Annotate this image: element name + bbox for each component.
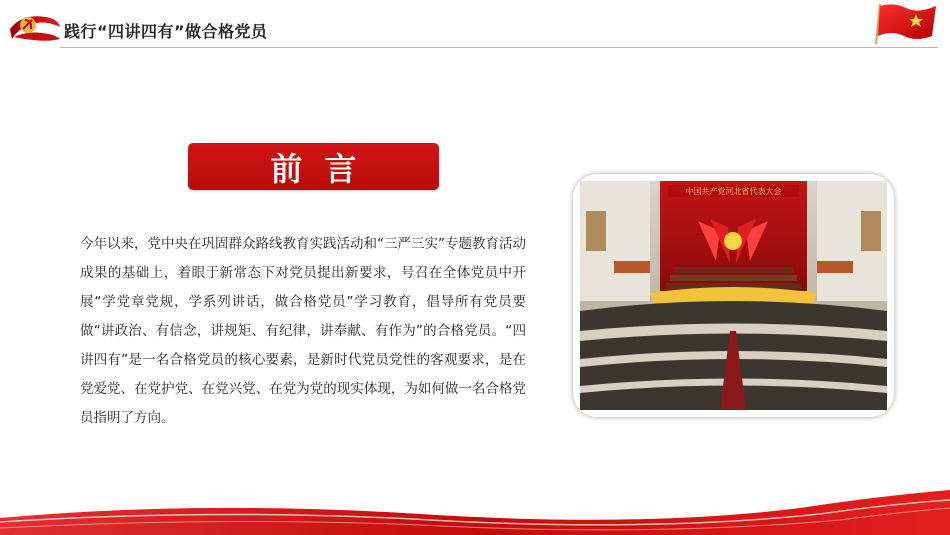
conference-hall-image bbox=[580, 181, 887, 410]
header-title: 践行“四讲四有”做合格党员 bbox=[64, 22, 268, 41]
header-bar bbox=[0, 0, 950, 50]
bottom-red-ribbon bbox=[0, 478, 950, 535]
body-paragraph: 今年以来，党中央在巩固群众路线教育实践活动和“三严三实”专题教育活动成果的基础上，着眼于新常态下对党员提出新要求，号召在全体党员中开展“学党章党规，学系列讲话，做合格党员”学习教育，倡导所有党员要做“讲政治、有信念，讲规矩、有纪律，讲奉献、有作为”的合格党员。“四讲四有”是一名合格党员的核心要素，是新时代党员党性的客观要求，是在党爱党、在党护党、在党兴党、在党为党的现实体现，为如何做一名合格党员指明了方向。 bbox=[80, 236, 526, 426]
photo-banner-text: 中国共产党河北省代表大会 bbox=[685, 187, 782, 196]
conference-photo bbox=[573, 174, 894, 417]
section-title-badge bbox=[188, 143, 439, 190]
party-emblem-ribbon-icon bbox=[8, 9, 62, 45]
section-title: 前言 bbox=[270, 149, 379, 188]
header-divider bbox=[60, 47, 938, 48]
red-flag-icon bbox=[870, 2, 940, 46]
